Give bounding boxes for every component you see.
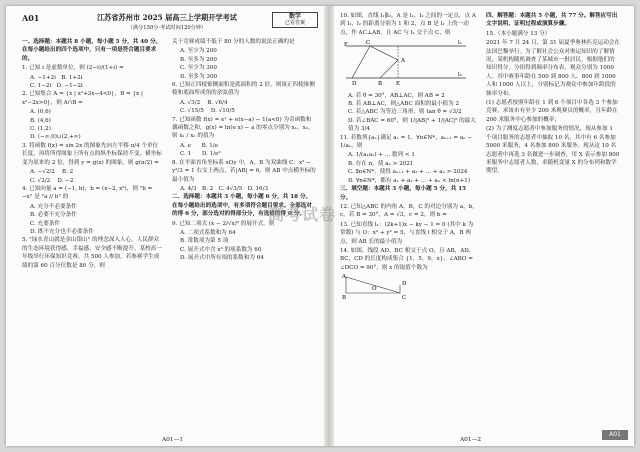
right-page (340, 12, 622, 443)
q3-option-d: D. −2 (57, 177, 74, 184)
exam-subtitle: （满分150分·考试时间120分钟） (127, 25, 207, 31)
q3-option-b: B. 2 (61, 169, 74, 176)
left-column-1 (22, 38, 162, 271)
q8-options (172, 185, 316, 193)
q4-option-b: B. 必要不充分条件 (30, 212, 77, 219)
q2-option-d: D. (−∞,0)∪(2,+∞) (30, 134, 81, 141)
fig2-label-c: C (402, 295, 407, 300)
q6-option-d: D. √10/5 (210, 108, 235, 115)
section-4-heading: 四、解答题：本题共 5 小题，共 77 分。解答应写出文字说明、证明过程或演算步骤。 (486, 13, 618, 28)
q2-option-c: C. (1,2) (30, 126, 51, 133)
q1-option-b: B. 1+2i (61, 74, 83, 81)
question-6: 6. 已知正四棱锥侧面积是底面积的 2 倍，则该正四棱锥侧棱和底面所成角的余弦值为 (172, 82, 315, 97)
q4-option-a: A. 充分不必要条件 (30, 203, 77, 210)
q3-option-a: A. −√2/2 (30, 169, 55, 176)
question-14: 14. 如图，线段 AD，BC 相交于点 O，且 AB，AD，BC，CD 的长度构成集合 {1，5，9，x}，∠ABO = ∠DCO = 90°，则 x 的取值个数为 (340, 247, 475, 271)
q11-option-d: D. ∀n∈N*，都有 a₁ + a₂ + ... + aₙ < ln(n+1) (348, 177, 471, 184)
fig-label-l2: l₂ (458, 72, 462, 79)
q1-option-d: D. −1−2i (56, 83, 83, 90)
answer-checked-label: 已看答案 (284, 20, 305, 26)
book-gutter (324, 6, 334, 446)
q1-options (22, 74, 162, 91)
exam-code: A01 (22, 13, 40, 23)
section-2-heading: 二、选择题：本题共 3 小题，每小题 6 分，共 18 分。在每小题给出的选项中，有多项符合题目要求。全部选对的得 6 分，部分选对的得部分分，有选错的得 0 分。 (172, 194, 312, 218)
q1-option-c: C. 1−2i (30, 83, 52, 90)
question-15-title: 15.（本小题满分 13 分） (486, 30, 551, 37)
question-13: 13. 已知直线 l₁：(2k+1)x − ky − 1 = 0 (其中 k 为常数) 与 O：x² + y² = 5，与直线 l 相交于 A，B 两点，则 AB 长的最小值为 (340, 221, 474, 245)
segment-fc (352, 46, 370, 78)
left-column-2 (172, 38, 316, 263)
fig-label-f: F (344, 42, 348, 49)
q9-option-b: B. 常数项为第 5 项 (180, 238, 229, 245)
page-number-right: A01—2 (460, 437, 482, 443)
q7-options (172, 142, 316, 159)
question-5-continued: 关于竞赛成绩不低于 80 分的人数的说法正确的是 (172, 39, 295, 45)
q4-option-c: C. 充要条件 (30, 220, 61, 227)
fig2-label-a: A (342, 274, 346, 281)
q7-option-a: A. e (180, 142, 191, 149)
question-10: 10. 如图，直线 l₁∥l₂，A 是 l₁，l₂ 之间的一定点，点 A 到 l₁，l₂ 的距离分别为 1 和 2，点 B 是 l₂ 上的一动点，作 AC⊥AB，且 AC 与 l₁ 交于点 C，则 (340, 13, 476, 36)
q2-option-a: A. (0,6) (30, 109, 51, 116)
q3-option-c: C. √2/2 (30, 177, 51, 184)
question-5: 5. "绿水青山就是金山银山" 的理念深入人心，人民群众的生态环境获得感、幸福感、安全感不断提升。某校高一年级举行环保知识竞赛，共 500 人参加，若参赛学生成绩的第 60 百分位数是 80 分，则 (22, 237, 162, 269)
q9-options (172, 229, 316, 263)
q10-option-b: B. 若 AB⊥AC，则△ABC 面积的最小值为 2 (348, 101, 460, 108)
q5-option-c: C. 至少为 300 (180, 65, 217, 72)
q6-option-a: A. √3/2 (180, 99, 201, 106)
q11-option-b: B. 存在 n，使 aₙ > 2021 (348, 160, 414, 167)
q5-options (172, 47, 316, 81)
question-7: 7. 已知函数 f(x) = eˣ + e(x−a) − 1(a<0) 为奇函数和偶函数之和，g(x) = ln(e x) − a 的零点分别为 x₁，x₂，则 x₁ / x₂ 的值为 (172, 116, 314, 140)
fig-label-a: A (401, 58, 405, 65)
fig2-label-b: B (342, 295, 347, 300)
question-4: 4. 已知向量 a = (−1, b)，b = (x−2, x²)，则 "b = −x" 是 "a // b" 的 (22, 185, 153, 201)
fig-label-l1: l₁ (458, 40, 462, 47)
q11-option-c: C. ∃n∈N*，使得 aₙ₊₁ + a₂ + ... + aₙ > 2024 (348, 169, 468, 176)
q7-option-b: B. 1/e (201, 142, 218, 149)
watermark: 高考试卷 (268, 205, 337, 224)
segment-ab (380, 60, 398, 78)
exam-title: 江苏省苏州市 2025 届高三上学期开学考试 (96, 13, 237, 22)
question-15-part-2: (2) 为了测度志愿者中参加服务的情况，现从参加 1 个项目服务的志愿者中抽取 10 名，其中有 6 名参加 5000 米服务，4 名参加 800 米服务。现从这 10 名志愿者中再选 3 名做进一步调查，用 X 表示参加 800 米服务中志愿者人数，求随机变量 X 的分布列和数学期望。 (486, 126, 620, 175)
fig2-label-d: D (402, 281, 407, 288)
q10-options (340, 92, 478, 134)
question-3: 3. 将函数 f(x) = sin 2x 的图象先向左平移 π/4 个单位长度，再将所得图象上所有点的纵坐标保持不变，横坐标变为原来的 2 倍，得到 y = g(x) 的图象，则 g(π/2) = (22, 142, 162, 166)
figure-q14 (340, 273, 420, 299)
q8-option-d: D. 16/3 (247, 185, 269, 192)
q2-options (22, 108, 162, 142)
q10-option-a: A. 若 θ = 30°，AB⊥AC，则 AB = 2 (348, 92, 445, 99)
page-number-left: A01—1 (162, 437, 184, 443)
q6-option-c: C. √15/5 (180, 108, 204, 115)
page-badge: A01 (602, 430, 628, 440)
q5-option-b: B. 至多为 200 (180, 56, 217, 63)
q5-option-d: D. 至多为 300 (180, 73, 218, 80)
segment-ca (370, 46, 398, 60)
question-8: 8. 在平面直角坐标系 xOy 中，A，B 为双曲线 C：x² − y²/3 = 1 右支上两点，若|AB| = 6，则 AB 中点横坐标的最小值为 (172, 159, 316, 183)
q8-option-b: B. 2 (201, 185, 214, 192)
q10-option-c: C. 若△ABC 为等边三角形，则 tan θ = √3/2 (348, 109, 462, 116)
q6-option-b: B. √6/4 (207, 99, 228, 106)
q8-option-c: C. 4√3/5 (218, 185, 243, 192)
q7-option-d: D. 1/e² (201, 151, 221, 158)
q9-option-a: A. 二项式系数和为 64 (180, 229, 236, 236)
q8-option-a: A. 4/3 (180, 185, 197, 192)
question-1: 1. 已知 i 是虚数单位，则 (2−i)/(1+i) = (22, 65, 124, 72)
subject-box (272, 12, 318, 28)
q5-option-a: A. 至少为 200 (180, 48, 217, 55)
q4-option-d: D. 既不充分也不必要条件 (30, 228, 94, 235)
q2-option-b: B. (4,6) (30, 117, 51, 124)
right-column-1 (340, 12, 478, 303)
question-15-part-1: (1) 志愿者按照年龄在 1 到 6 个项目中各选 3 个参加竞赛，求该市有至少 200 米观赛员的概率，且年龄在 200 米服务中心参加的概率； (486, 100, 618, 123)
q9-option-c: C. 展开式中含 x³ 的项系数为 60 (180, 246, 262, 253)
q6-options (172, 99, 316, 116)
q7-option-c: C. 1 (180, 151, 192, 158)
q11-option-a: A. 1/(a₁a₂) + ... 数列 < 1 (348, 152, 415, 159)
fig-label-d: D (352, 81, 357, 88)
subject-label: 数学 (288, 13, 301, 20)
q1-option-a: A. −1+2i (30, 74, 56, 81)
q3-options (22, 168, 162, 185)
question-15-body: 2021 年 7 月 24 日，第 31 届夏季奥林匹克运动会在法国巴黎举行。为了解社会公众对奥运知识的了解情况，某机构随机调查了某城市一批居民，根据他们的知识得分，分组得到频率分布表，观众分别为 1000 人。其中赛事年龄在 500 到 800 人、800 到 1000 人和 1000 人以上，分别标记为观众中参加年龄段的频率分布。 (486, 40, 620, 97)
figure-q10 (340, 38, 470, 88)
right-column-2 (486, 12, 620, 177)
question-2: 2. 已知集合 A = {x | x²+3x−4<0}，B = {x | x²−2x>0}，则 A∩B = (22, 91, 143, 106)
exam-spread (6, 6, 634, 446)
q11-options (340, 151, 478, 185)
fig2-label-o: O (372, 286, 377, 293)
q9-option-d: D. 展开式中所有项的系数和为 64 (180, 255, 264, 262)
question-12: 12. 已知△ABC 的内角 A，B，C 的对边分别为 a，b，c，若 B = 30°，A = √3，c = 2，则 b = (340, 203, 478, 219)
section-3-heading: 三、填空题：本题共 3 小题，每小题 5 分，共 15 分。 (340, 186, 466, 201)
fig-label-b: B (378, 81, 383, 88)
section-1-heading: 一、选择题：本题共 8 小题，每小题 5 分，共 40 分。在每小题给出的四个选项中，只有一项是符合题目要求的。 (22, 39, 162, 62)
question-9: 9. 已知二项式 (x − 2/√x)⁶ 的展开式，则 (172, 220, 275, 227)
fig-label-e: E (396, 81, 401, 88)
fig-label-c: C (366, 40, 371, 47)
question-11: 11. 若数列{aₙ}满足 a₁ = 1，∀n∈N*，aₙ₊₁ = aₙ − 1/aₙ，则 (340, 134, 473, 150)
q4-options (22, 203, 162, 237)
q10-option-d: D. 若∠BAC = 60°，则 1/|AB|² + 1/|AC|² 的最大值为 3/4 (348, 117, 476, 133)
